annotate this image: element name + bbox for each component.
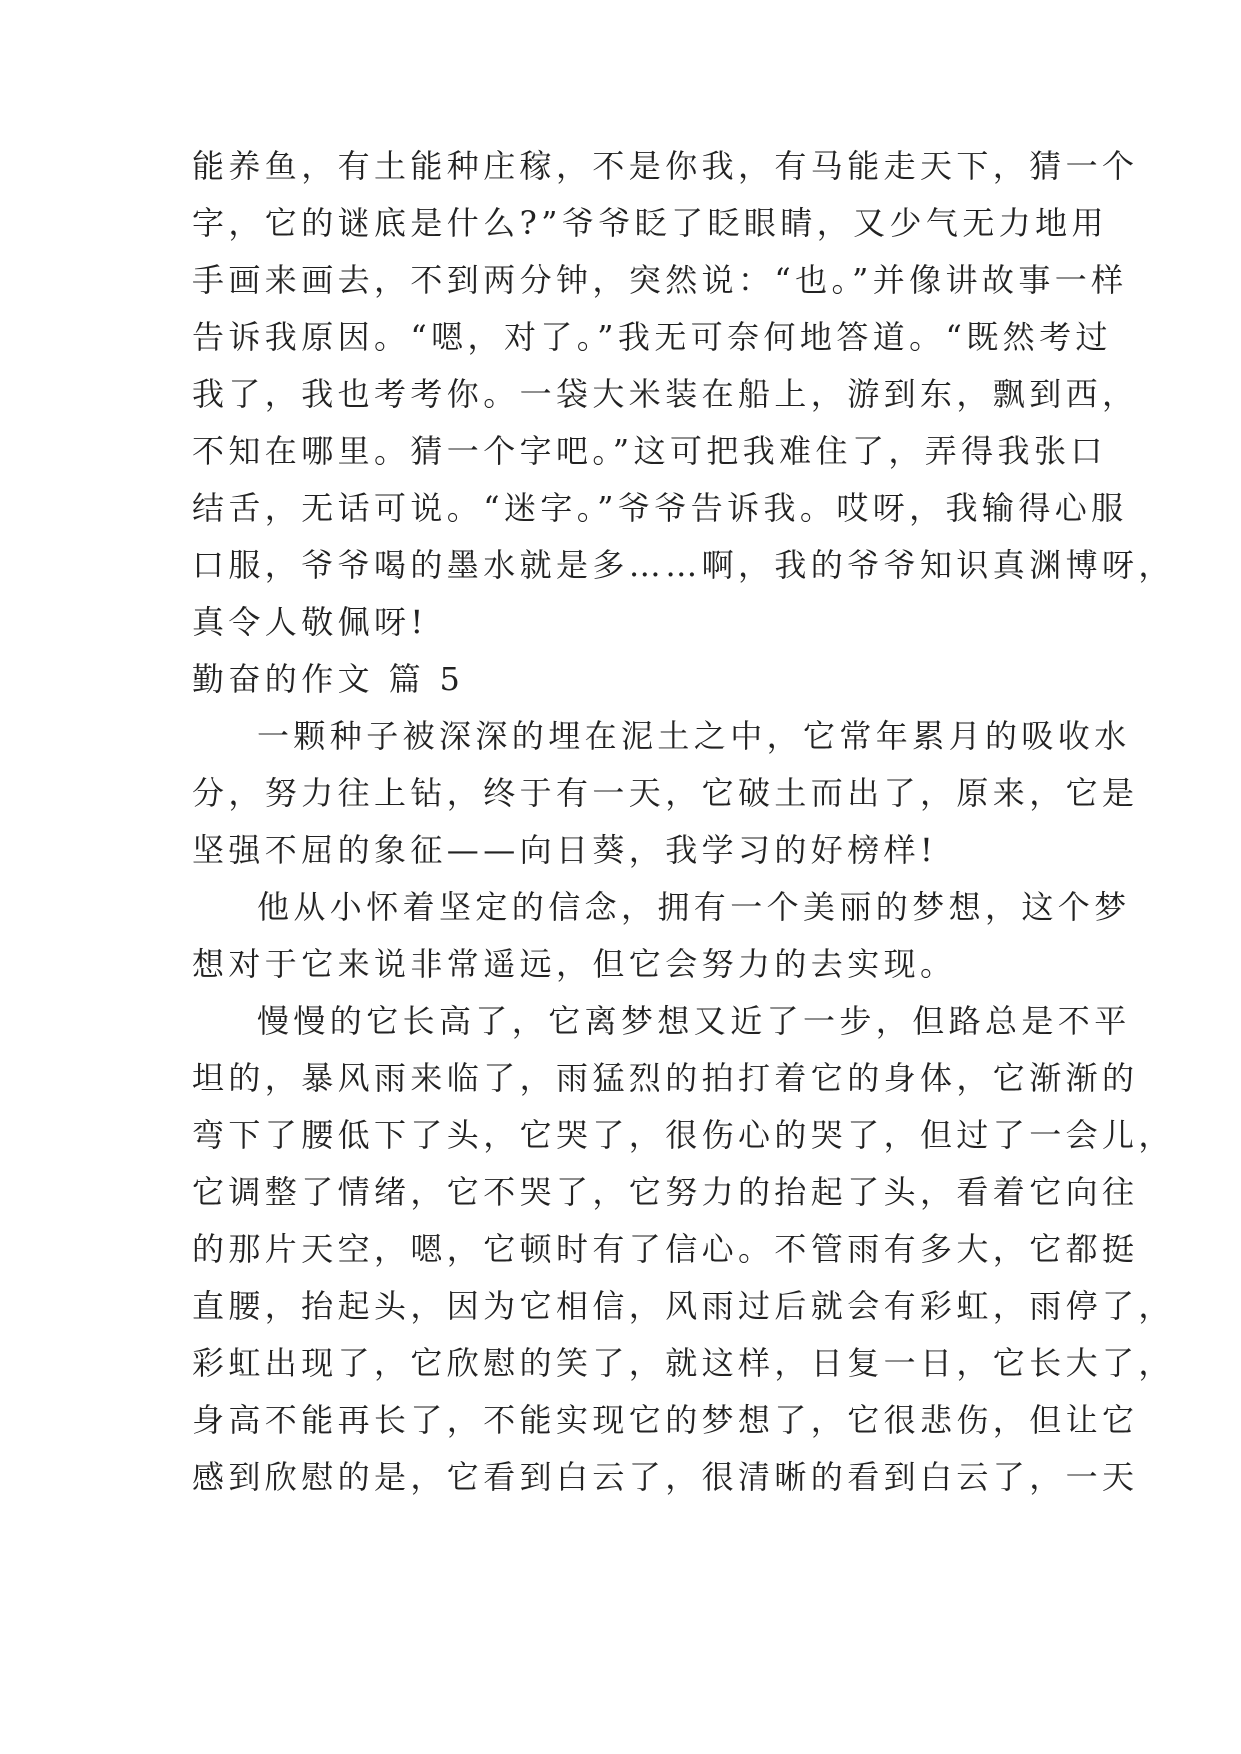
text-line: 手画来画去，不到两分钟，突然说：“也。”并像讲故事一样	[192, 261, 1128, 299]
text-line: 直腰，抬起头，因为它相信，风雨过后就会有彩虹，雨停了，	[192, 1287, 1175, 1325]
paragraph-first-line: 慢慢的它长高了，它离梦想又近了一步，但路总是不平	[257, 1002, 1131, 1040]
text-line: 字，它的谜底是什么?”爷爷眨了眨眼睛，又少气无力地用	[192, 204, 1108, 242]
text-line: 分，努力往上钻，终于有一天，它破土而出了，原来，它是	[192, 774, 1139, 812]
text-line: 坦的，暴风雨来临了，雨猛烈的拍打着它的身体，它渐渐的	[192, 1059, 1139, 1097]
text-line: 它调整了情绪，它不哭了，它努力的抬起了头，看着它向往	[192, 1173, 1139, 1211]
paragraph-first-line: 他从小怀着坚定的信念，拥有一个美丽的梦想，这个梦	[257, 888, 1131, 926]
text-line: 彩虹出现了，它欣慰的笑了，就这样，日复一日，它长大了，	[192, 1344, 1175, 1382]
text-line: 的那片天空，嗯，它顿时有了信心。不管雨有多大，它都挺	[192, 1230, 1139, 1268]
text-line: 告诉我原因。“嗯，对了。”我无可奈何地答道。“既然考过	[192, 318, 1112, 356]
text-line: 结舌，无话可说。“迷字。”爷爷告诉我。哎呀，我输得心服	[192, 489, 1128, 527]
text-line: 不知在哪里。猜一个字吧。”这可把我难住了，弄得我张口	[192, 432, 1107, 470]
text-line: 感到欣慰的是，它看到白云了，很清晰的看到白云了，一天	[192, 1458, 1139, 1496]
text-line: 弯下了腰低下了头，它哭了，很伤心的哭了，但过了一会儿，	[192, 1116, 1175, 1154]
text-line: 我了，我也考考你。一袋大米装在船上，游到东，飘到西，	[192, 375, 1139, 413]
text-line: 身高不能再长了，不能实现它的梦想了，它很悲伤，但让它	[192, 1401, 1139, 1439]
paragraph-first-line: 一颗种子被深深的埋在泥土之中，它常年累月的吸收水	[257, 717, 1131, 755]
text-line: 能养鱼，有土能种庄稼，不是你我，有马能走天下，猜一个	[192, 147, 1139, 185]
text-line: 想对于它来说非常遥远，但它会努力的去实现。	[192, 945, 957, 983]
text-line: 口服，爷爷喝的墨水就是多……啊，我的爷爷知识真渊博呀，	[192, 546, 1175, 584]
section-heading: 勤奋的作文 篇 5	[192, 660, 465, 698]
text-line: 坚强不屈的象征——向日葵，我学习的好榜样!	[192, 831, 938, 869]
text-line: 真令人敬佩呀!	[192, 603, 428, 641]
